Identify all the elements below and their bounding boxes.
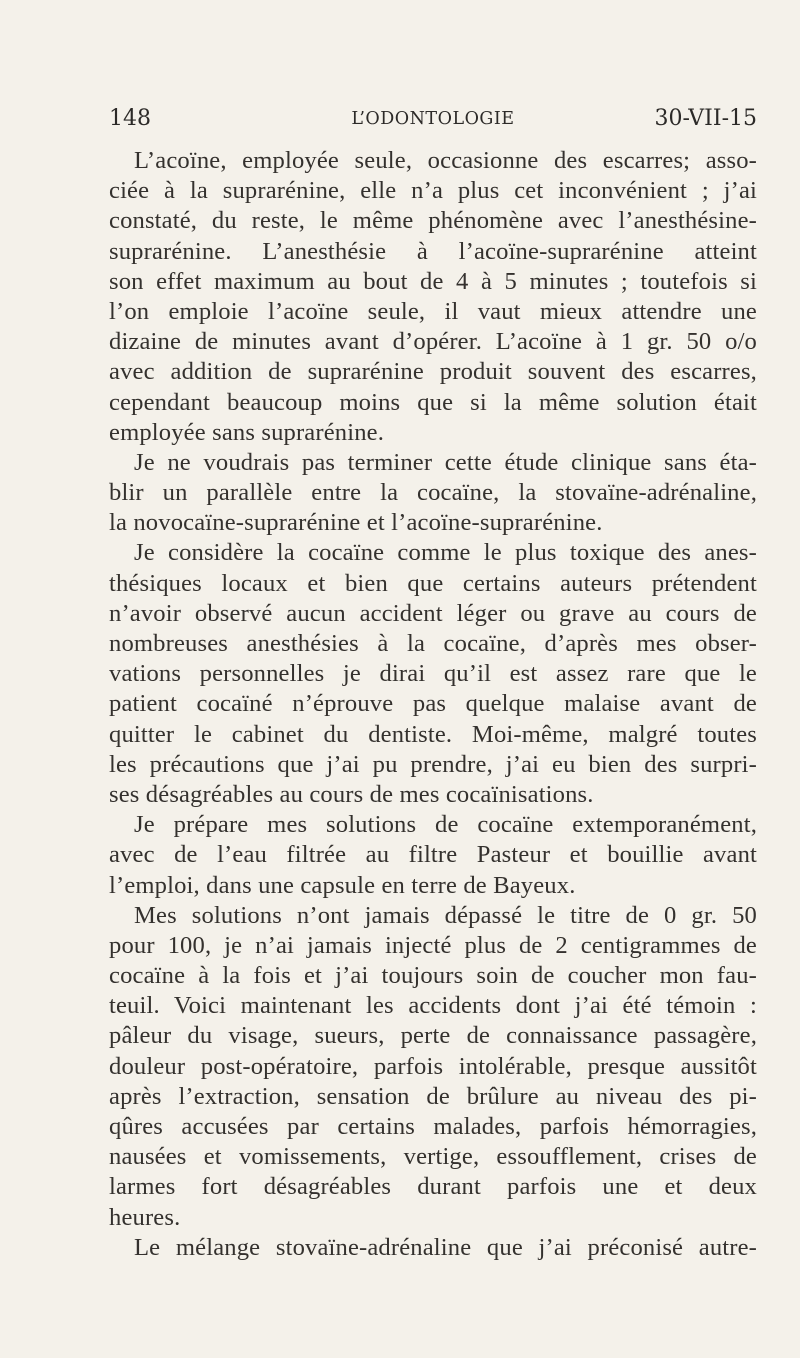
- text-line: la novocaïne-suprarénine et l’acoïne-suprarénine.: [109, 509, 603, 537]
- text-line: dizaine de minutes avant d’opérer. L’acoïne à 1 gr. 50 o/o: [109, 328, 757, 356]
- text-line: quitter le cabinet du dentiste. Moi-même, malgré toutes: [109, 720, 757, 748]
- issue-date: 30-VII-15: [654, 106, 757, 131]
- running-title: L’ODONTOLOGIE: [351, 109, 515, 129]
- text-line: les précautions que j’ai pu prendre, j’ai eu bien des surpri-: [109, 750, 757, 778]
- text-line: avec de l’eau filtrée au filtre Pasteur et bouillie avant: [109, 841, 757, 869]
- text-line: employée sans suprarénine.: [109, 418, 385, 446]
- text-line: nombreuses anesthésies à la cocaïne, d’après mes obser-: [109, 630, 757, 657]
- text-line: patient cocaïné n’éprouve pas quelque malaise avant de: [109, 690, 757, 718]
- text-line: ses désagréables au cours de mes cocaïnisations.: [109, 780, 594, 808]
- text-line: Je prépare mes solutions de cocaïne extemporanément,: [134, 811, 757, 839]
- text-line: heures.: [109, 1203, 181, 1231]
- text-line: avec addition de suprarénine produit souvent des escarres,: [109, 358, 757, 386]
- text-line: son effet maximum au bout de 4 à 5 minutes ; toutefois si: [109, 267, 757, 295]
- text-line: Mes solutions n’ont jamais dépassé le titre de 0 gr. 50: [134, 901, 757, 929]
- text-line: l’emploi, dans une capsule en terre de Bayeux.: [109, 871, 576, 899]
- text-line: qûres accusées par certains malades, parfois hémorragies,: [109, 1113, 757, 1140]
- text-line: ciée à la suprarénine, elle n’a plus cet inconvénient ; j’ai: [109, 177, 757, 205]
- text-line: larmes fort désagréables durant parfois une et deux: [109, 1173, 757, 1201]
- text-line: suprarénine. L’anesthésie à l’acoïne-suprarénine atteint: [109, 237, 757, 265]
- text-line: thésiques locaux et bien que certains auteurs prétendent: [109, 569, 757, 597]
- text-line: l’on emploie l’acoïne seule, il vaut mieux attendre une: [109, 297, 757, 325]
- running-header: [109, 106, 757, 140]
- text-line: pour 100, je n’ai jamais injecté plus de 2 centigrammes de: [109, 931, 757, 959]
- text-line: blir un parallèle entre la cocaïne, la stovaïne-adrénaline,: [109, 479, 757, 507]
- text-line: Je considère la cocaïne comme le plus toxique des anes-: [134, 539, 757, 567]
- text-line: Le mélange stovaïne-adrénaline que j’ai préconisé autre-: [134, 1233, 757, 1261]
- text-line: nausées et vomissements, vertige, essoufflement, crises de: [109, 1143, 757, 1171]
- text-line: vations personnelles je dirai qu’il est assez rare que le: [109, 660, 757, 688]
- text-line: cependant beaucoup moins que si la même solution était: [109, 388, 757, 416]
- text-line: pâleur du visage, sueurs, perte de connaissance passagère,: [109, 1022, 757, 1050]
- text-line: teuil. Voici maintenant les accidents dont j’ai été témoin :: [109, 992, 757, 1020]
- text-line: constaté, du reste, le même phénomène avec l’anesthésine-: [109, 207, 757, 235]
- page-number: 148: [109, 106, 151, 131]
- text-line: douleur post-opératoire, parfois intolérable, presque aussitôt: [109, 1052, 757, 1080]
- text-line: après l’extraction, sensation de brûlure au niveau des pi-: [109, 1082, 757, 1110]
- text-line: n’avoir observé aucun accident léger ou grave au cours de: [109, 599, 757, 627]
- body-text: [109, 146, 757, 1263]
- text-line: L’acoïne, employée seule, occasionne des escarres; asso-: [134, 147, 757, 174]
- text-line: Je ne voudrais pas terminer cette étude clinique sans éta-: [134, 448, 757, 476]
- text-line: cocaïne à la fois et j’ai toujours soin de coucher mon fau-: [109, 962, 757, 990]
